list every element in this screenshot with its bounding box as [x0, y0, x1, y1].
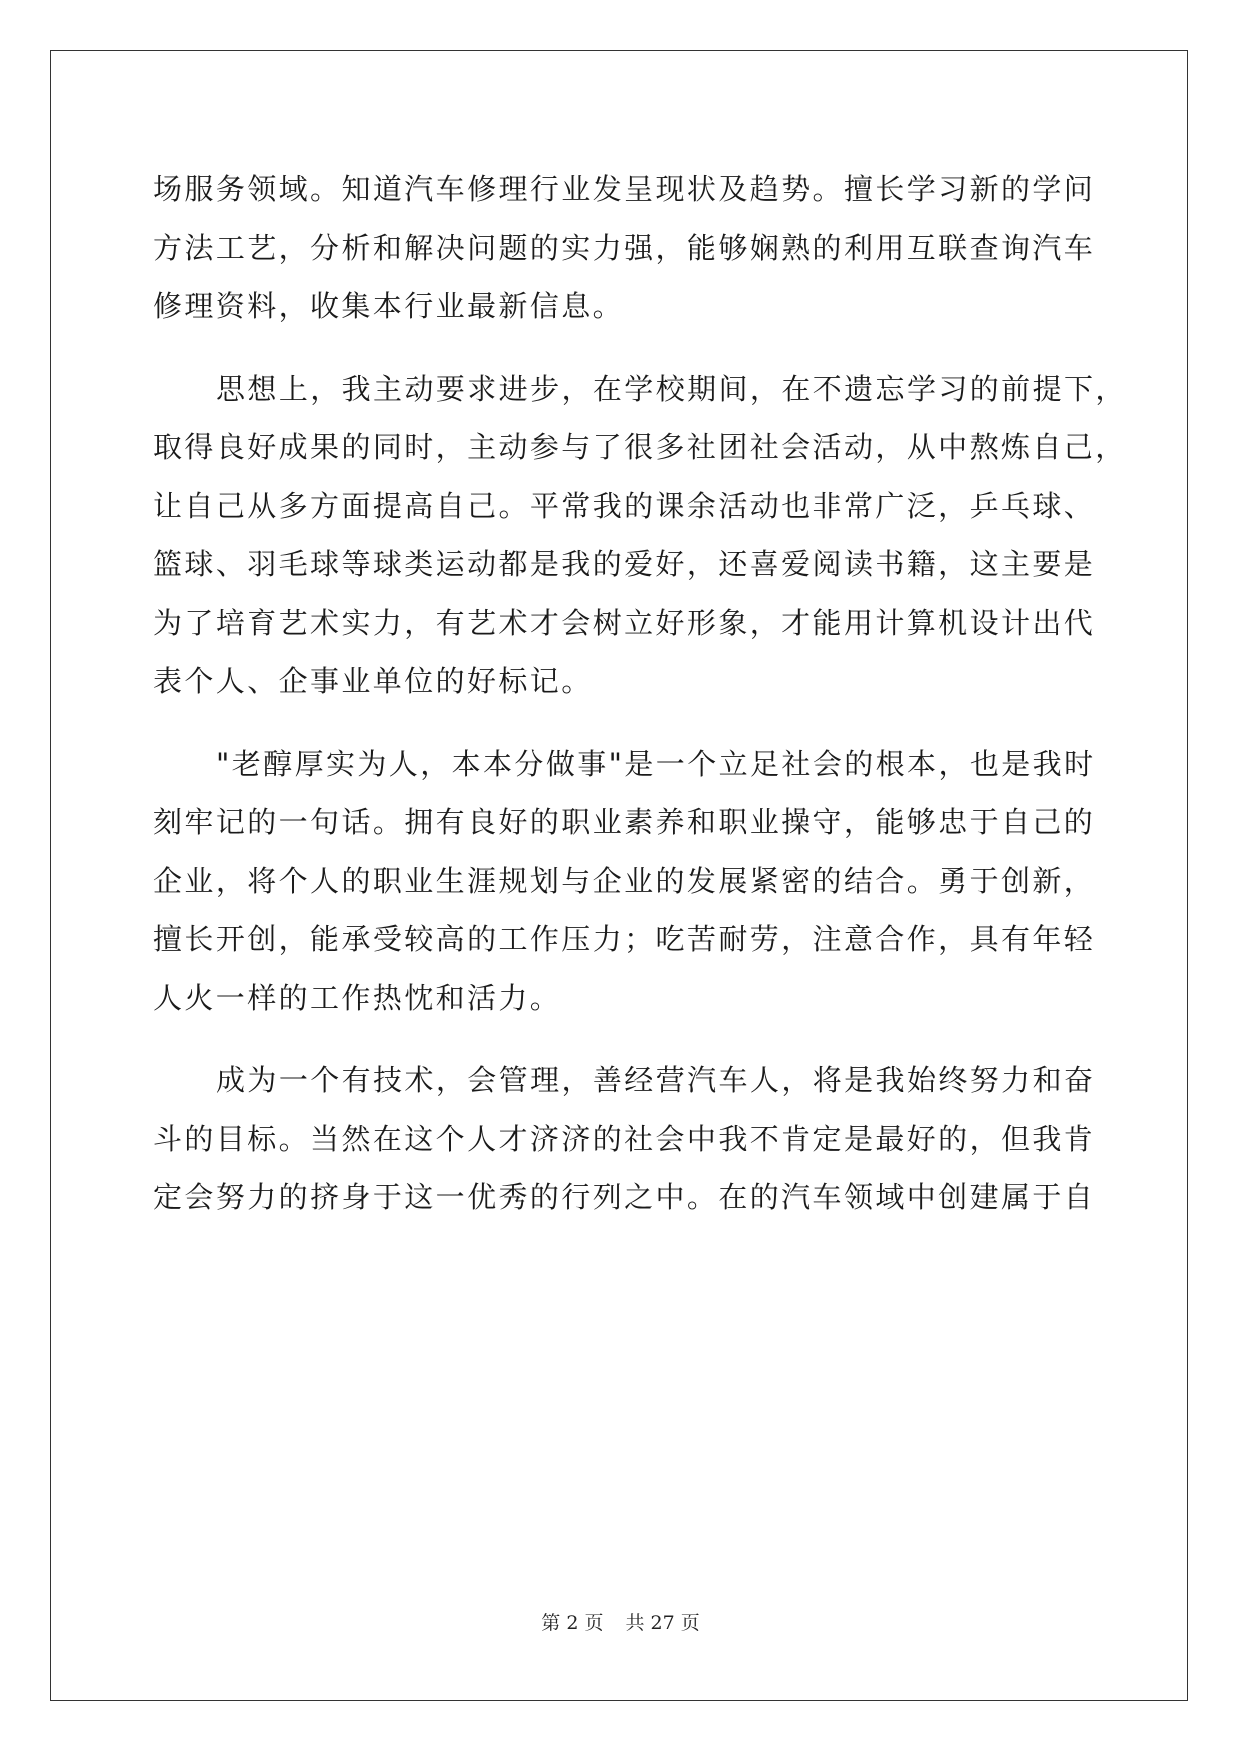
text-line: 企 业 ， 将 个 人 的 职 业 生 涯 规 划 与 企 业 的 发 展 紧 密 的 结 合 。 勇 于 创 新 ，: [153, 863, 1096, 898]
text-line: 取 得 良 好 成 果 的 同 时 ， 主 动 参 与 了 很 多 社 团 社 会 活 动 ， 从 中 熬 炼 自 己 ，: [153, 430, 1127, 464]
text-line: 让 自 己 从 多 方 面 提 高 自 己 。 平 常 我 的 课 余 活 动 也 非 常 广 泛 ， 乒 乓 球 、: [153, 488, 1096, 523]
text-line: 成 为 一 个 有 技 术 ， 会 管 理 ， 善 经 营 汽 车 人 ， 将 是 我 始 终 努 力 和 奋: [216, 1063, 1096, 1097]
text-line: 斗 的 目 标 。 当 然 在 这 个 人 才 济 济 的 社 会 中 我 不 肯 定 是 最 好 的 ， 但 我 肯: [153, 1121, 1096, 1156]
text-line: 思 想 上 ， 我 主 动 要 求 进 步 ， 在 学 校 期 间 ， 在 不 遗 忘 学 习 的 前 提 下 ，: [216, 371, 1127, 406]
text-line: " 老 醇 厚 实 为 人 ， 本 本 分 做 事 " 是 一 个 立 足 社 会 的 根 本 ， 也 是 我 时: [216, 746, 1096, 781]
text-line: 为 了 培 育 艺 术 实 力 ， 有 艺 术 才 会 树 立 好 形 象 ， 才 能 用 计 算 机 设 计 出 代: [153, 605, 1096, 640]
text-line: 擅 长 开 创 ， 能 承 受 较 高 的 工 作 压 力 ； 吃 苦 耐 劳 ， 注 意 合 作 ， 具 有 年 轻: [153, 922, 1096, 956]
text-line: 场 服 务 领 域 。 知 道 汽 车 修 理 行 业 发 呈 现 状 及 趋 势 。 擅 长 学 习 新 的 学 问: [153, 172, 1096, 206]
page-total: 共 27 页: [625, 1612, 700, 1634]
text-line: 刻 牢 记 的 一 句 话 。 拥 有 良 好 的 职 业 素 养 和 职 业 操 守 ， 能 够 忠 于 自 己 的: [153, 805, 1096, 839]
text-line: 表个人、企事业单位的好标记。: [153, 664, 593, 698]
text-line: 修理资料，收集本行业最新信息。: [153, 289, 625, 323]
text-line: 人火一样的工作热忱和活力。: [153, 980, 562, 1015]
page-number: 第 2 页: [541, 1612, 604, 1634]
text-line: 篮 球 、 羽 毛 球 等 球 类 运 动 都 是 我 的 爱 好 ， 还 喜 爱 阅 读 书 籍 ， 这 主 要 是: [153, 547, 1096, 581]
text-line: 方 法 工 艺 ， 分 析 和 解 决 问 题 的 实 力 强 ， 能 够 娴 熟 的 利 用 互 联 查 询 汽 车: [153, 230, 1096, 265]
document-body: [153, 160, 1127, 1227]
page-footer: [0, 1608, 1241, 1635]
text-line: 定 会 努 力 的 挤 身 于 这 一 优 秀 的 行 列 之 中 。 在 的 汽 车 领 域 中 创 建 属 于 自: [153, 1180, 1096, 1214]
